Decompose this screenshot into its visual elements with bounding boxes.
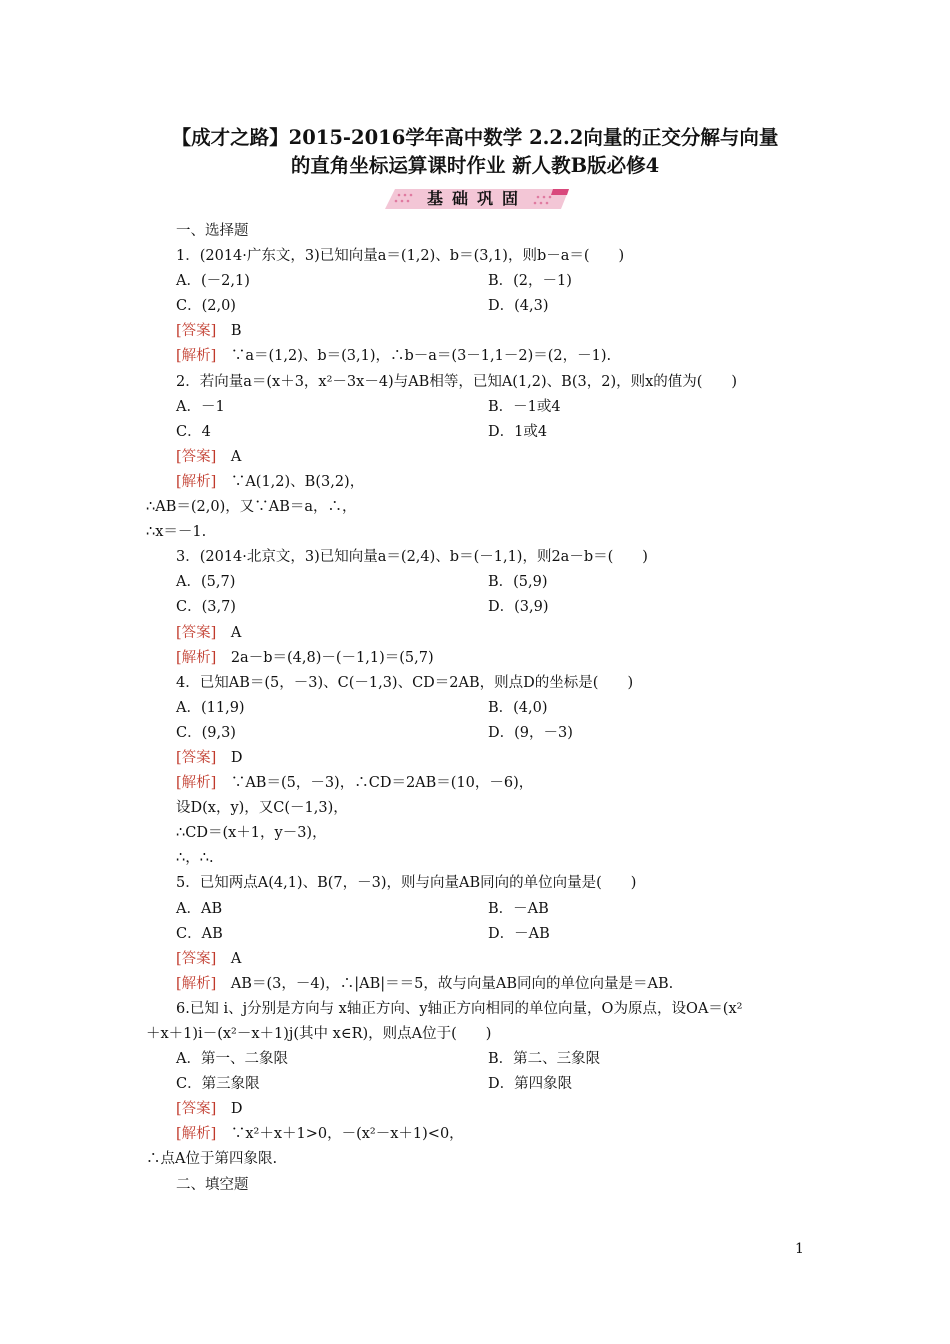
option-right: D．第四象限 bbox=[488, 1076, 573, 1093]
option-right: D．(9，－3) bbox=[488, 724, 573, 741]
analysis-line bbox=[146, 771, 816, 796]
text-line: ∴x＝－1. bbox=[146, 524, 207, 541]
answer-tag: [答案] bbox=[176, 1101, 217, 1118]
text-line: ∴AB＝(2,0)，又∵AB＝a，∴， bbox=[146, 499, 357, 516]
text-line: ＋x＋1)i－(x²－x＋1)j(其中 x∈R)，则点A位于( ) bbox=[146, 1026, 492, 1042]
option-right: D．－AB bbox=[488, 925, 550, 942]
analysis-text: 2a－b＝(4,8)－(－1,1)＝(5,7) bbox=[230, 649, 434, 666]
section-banner bbox=[385, 187, 569, 211]
text-line: 3．(2014·北京文，3)已知向量a＝(2,4)、b＝(－1,1)，则2a－b＝( ) bbox=[176, 549, 648, 566]
answer-text: A bbox=[230, 950, 242, 967]
analysis-text: AB＝(3，－4)，∴|AB|＝＝5，故与向量AB同向的单位向量是＝AB. bbox=[230, 975, 674, 992]
answer-text: D bbox=[230, 1101, 243, 1118]
answer-line bbox=[146, 445, 816, 470]
option-right: B．(5,9) bbox=[488, 574, 548, 591]
option-right: D．(3,9) bbox=[488, 599, 549, 616]
text-line: 1．(2014·广东文，3)已知向量a＝(1,2)、b＝(3,1)，则b－a＝( ) bbox=[176, 248, 625, 265]
analysis-line bbox=[146, 1122, 816, 1147]
option-left: A．(－2,1) bbox=[176, 273, 250, 290]
title-line-2: 的直角坐标运算课时作业 新人教B版必修4 bbox=[290, 154, 660, 177]
text-line: 4．已知AB＝(5，－3)、C(－1,3)、CD＝2AB，则点D的坐标是( ) bbox=[176, 674, 634, 691]
analysis-tag: [解析] bbox=[176, 1126, 217, 1143]
answer-line bbox=[146, 746, 816, 771]
option-left: A．AB bbox=[176, 900, 223, 917]
option-row bbox=[146, 922, 816, 947]
answer-line bbox=[146, 319, 816, 344]
answer-text: B bbox=[230, 323, 242, 340]
answer-text: A bbox=[230, 624, 242, 641]
option-left: A．(5,7) bbox=[176, 574, 236, 591]
text-line: 6.已知 i、j分别是方向与 x轴正方向、y轴正方向相同的单位向量，O为原点，设OA＝(x² bbox=[176, 1000, 743, 1017]
answer-line bbox=[146, 1097, 816, 1122]
option-right: B．(4,0) bbox=[488, 699, 548, 716]
option-row bbox=[146, 395, 816, 420]
option-row bbox=[146, 1072, 816, 1097]
answer-line bbox=[146, 621, 816, 646]
analysis-text: ∵x²＋x＋1>0，－(x²－x＋1)<0， bbox=[230, 1126, 464, 1143]
option-right: B．－1或4 bbox=[488, 398, 561, 415]
option-right: B．(2，－1) bbox=[488, 273, 572, 290]
option-right: D．(4,3) bbox=[488, 298, 549, 315]
answer-tag: [答案] bbox=[176, 950, 217, 967]
option-left: A．－1 bbox=[176, 398, 225, 415]
analysis-line bbox=[146, 646, 816, 671]
option-row bbox=[146, 696, 816, 721]
analysis-tag: [解析] bbox=[176, 975, 217, 992]
document-title bbox=[120, 124, 830, 180]
option-row bbox=[146, 1047, 816, 1072]
text-line: ∴CD＝(x＋1，y－3)， bbox=[176, 825, 327, 842]
answer-tag: [答案] bbox=[176, 749, 217, 766]
option-left: C．4 bbox=[176, 423, 211, 440]
option-row bbox=[146, 721, 816, 746]
option-left: C．第三象限 bbox=[176, 1076, 260, 1093]
option-row bbox=[146, 269, 816, 294]
text-line: 二、填空题 bbox=[176, 1176, 249, 1193]
option-left: C．AB bbox=[176, 925, 223, 942]
option-right: D．1或4 bbox=[488, 423, 548, 440]
answer-tag: [答案] bbox=[176, 448, 217, 465]
text-line: 设D(x，y)，又C(－1,3)， bbox=[176, 800, 348, 817]
option-left: A．第一、二象限 bbox=[176, 1051, 288, 1068]
option-right: B．第二、三象限 bbox=[488, 1051, 601, 1068]
analysis-line bbox=[146, 972, 816, 997]
answer-line bbox=[146, 947, 816, 972]
answer-tag: [答案] bbox=[176, 624, 217, 641]
text-line: 2．若向量a＝(x＋3，x²－3x－4)与AB相等，已知A(1,2)、B(3，2)，则x的值为( ) bbox=[176, 373, 738, 390]
analysis-tag: [解析] bbox=[176, 348, 217, 365]
text-line: ∴点A位于第四象限. bbox=[146, 1151, 278, 1168]
option-left: C．(3,7) bbox=[176, 599, 236, 616]
banner-label: 基础巩固 bbox=[426, 189, 527, 208]
analysis-text: ∵AB＝(5，－3)，∴CD＝2AB＝(10，－6)， bbox=[230, 775, 534, 792]
option-row bbox=[146, 420, 816, 445]
analysis-line bbox=[146, 344, 816, 369]
text-line: 5．已知两点A(4,1)、B(7，－3)，则与向量AB同向的单位向量是( ) bbox=[176, 875, 637, 892]
option-left: A．(11,9) bbox=[176, 699, 245, 716]
option-left: C．(9,3) bbox=[176, 724, 236, 741]
answer-text: D bbox=[230, 749, 243, 766]
page-number: 1 bbox=[795, 1241, 804, 1257]
analysis-tag: [解析] bbox=[176, 775, 217, 792]
option-row bbox=[146, 570, 816, 595]
text-line: ∴，∴. bbox=[176, 850, 214, 867]
analysis-line bbox=[146, 470, 816, 495]
answer-text: A bbox=[230, 448, 242, 465]
analysis-text: ∵a＝(1,2)、b＝(3,1)，∴b－a＝(3－1,1－2)＝(2，－1). bbox=[230, 348, 612, 365]
analysis-tag: [解析] bbox=[176, 473, 217, 490]
option-right: B．－AB bbox=[488, 900, 549, 917]
analysis-text: ∵A(1,2)、B(3,2)， bbox=[230, 473, 365, 490]
option-row bbox=[146, 294, 816, 319]
question-body bbox=[146, 219, 816, 1198]
title-line-1: 【成才之路】2015-2016学年高中数学 2.2.2向量的正交分解与向量 bbox=[171, 126, 779, 149]
option-left: C．(2,0) bbox=[176, 298, 236, 315]
answer-tag: [答案] bbox=[176, 323, 217, 340]
option-row bbox=[146, 897, 816, 922]
option-row bbox=[146, 595, 816, 620]
text-line: 一、选择题 bbox=[176, 223, 249, 239]
analysis-tag: [解析] bbox=[176, 649, 217, 666]
